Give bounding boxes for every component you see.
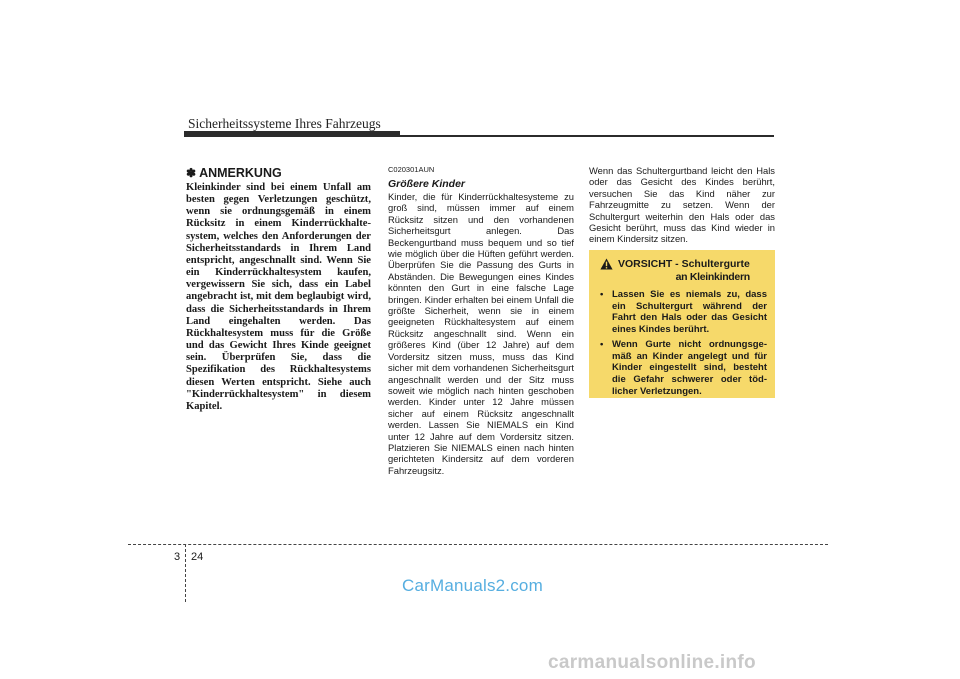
chapter-number: 3 <box>174 551 181 563</box>
section-code: C020301AUN <box>388 165 435 174</box>
caution-header <box>597 258 767 283</box>
page-header-title: Sicherheitssysteme Ihres Fahrzeugs <box>188 116 381 131</box>
section-body: Kinder, die für Kinderrückhaltesysteme zu groß sind, müssen immer auf einem Rücksitz sitzen und den vorhandenen Sicherheitsgurt anlegen. Das Beckengurtband muss bequem und so tief wie möglich über die Hüften geführt werden. Überprüfen Sie die Passung des Gurts in Abständen. Die Bewegungen eines Kindes könnten den Gurt in eine falsche Lage bringen. Kinder erhalten bei einem Unfall die größte Sicherheit, wenn sie in einem geeigneten Rückhaltesystem auf einem Rücksitz angeschnallt sind. Wenn ein größeres Kind (über 12 Jahre) auf dem Vordersitz sitzen muss, muss das Kind sicher mit dem vorhandenen Sicherheitsgurt angeschnallt werden und der Sitz muss soweit wie möglich nach hinten geschoben werden. Kinder unter 12 Jahre müssen sicher auf einem Rücksitz angeschnallt werden. Lassen Sie NIEMALS ein Kind unter 12 Jahre auf dem Vordersitz sitzen. Platzieren Sie NIEMALS einen nach hinten gerichteten Kindersitz auf dem vorderen Fahrzeugsitz. <box>388 191 574 476</box>
caution-list <box>597 289 767 397</box>
caution-sublabel: an Kleinkindern <box>675 271 750 283</box>
watermark-bottom[interactable]: carmanualsonline.info <box>548 652 756 673</box>
note-heading <box>186 166 371 180</box>
note-heading-label: ANMERKUNG <box>199 166 282 180</box>
caution-box <box>589 250 775 398</box>
warning-triangle-icon <box>600 258 613 270</box>
note-body: Kleinkinder sind bei einem Unfall am besten gegen Verletzungen geschützt, wenn sie ordnungsgemäß in einem Rücksitz in einem Kinderrückhalte-system, welches den Anforderungen der Sicherheitsstandards in Ihrem Land entspricht, angeschnallt sind. Wenn Sie ein Kinderrückhaltesystem kaufen, vergewissern Sie sich, dass ein Label angebracht ist, mit dem beglaubigt wird, dass die Sicherheitsstandards in Ihrem Land eingehalten werden. Das Rückhaltesystem muss für die Größe und das Gewicht Ihres Kinde geeignet sein. Überprüfen Sie, dass die Spezifikation des Rückhaltesystems diesen Werten entspricht. Siehe auch "Kinderrückhaltesystem" in diesem Kapitel. <box>186 182 371 412</box>
note-column <box>186 166 371 413</box>
caution-title <box>618 258 750 283</box>
caution-label: VORSICHT - Schultergurte <box>618 258 750 270</box>
footer-divider <box>185 544 186 602</box>
continuation-column <box>589 165 775 245</box>
note-mark-icon: ✽ <box>186 166 197 180</box>
section-column <box>388 165 574 476</box>
footer-rule <box>128 544 828 545</box>
watermark-top[interactable]: CarManuals2.com <box>402 576 543 595</box>
caution-item: • Lassen Sie es niemals zu, dass ein Schultergurt während der Fahrt den Hals oder das Gesicht eines Kindes berührt. <box>597 289 767 336</box>
page-number: 24 <box>191 551 204 563</box>
section-heading: Größere Kinder <box>388 178 466 190</box>
header-bar <box>184 131 400 137</box>
header-rule <box>400 135 774 137</box>
caution-item: • Wenn Gurte nicht ordnungsge-mäß an Kinder angelegt und für Kinder eingestellt sind, besteht die Gefahr schwerer oder töd-licher Verletzungen. <box>597 339 767 398</box>
section-continuation: Wenn das Schultergurtband leicht den Hals oder das Gesicht des Kindes berührt, versuchen Sie das Kind näher zur Fahrzeugmitte zu setzen. Wenn der Schultergurt weiterhin den Hals oder das Gesicht berührt, muss das Kind wieder in einem Kindersitz sitzen. <box>589 165 775 245</box>
